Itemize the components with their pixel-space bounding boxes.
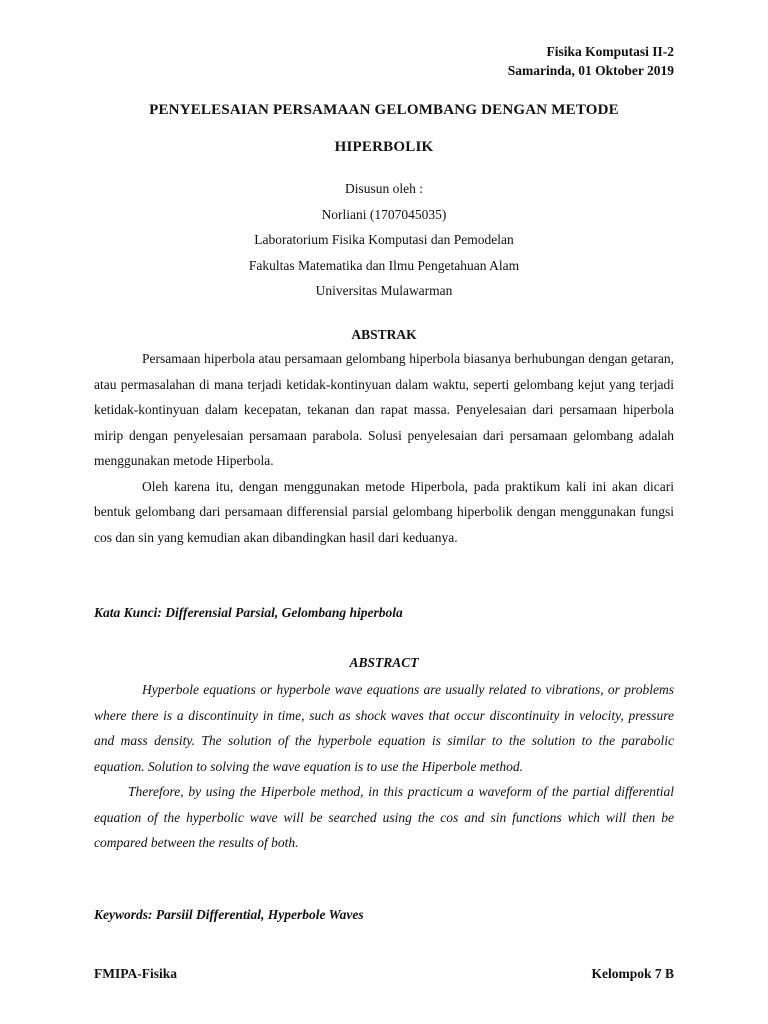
title-line-2: HIPERBOLIK (334, 139, 434, 155)
keywords: Keywords: Parsiil Differential, Hyperbole Waves (94, 907, 364, 922)
abstract-heading: ABSTRACT (349, 655, 419, 670)
document-title (94, 92, 674, 166)
author-block (94, 176, 674, 304)
faculty-name: Fakultas Matematika dan Ilmu Pengetahuan Alam (248, 257, 520, 273)
page-footer (94, 966, 674, 982)
footer-right: Kelompok 7 B (591, 966, 674, 981)
title-line-1: PENYELESAIAN PERSAMAAN GELOMBANG DENGAN METODE (149, 102, 619, 118)
compiled-by-label: Disusun oleh : (344, 181, 423, 196)
abstrak-heading: ABSTRAK (351, 327, 417, 342)
kata-kunci: Kata Kunci: Differensial Parsial, Gelombang hiperbola (94, 605, 403, 620)
laboratory-name: Laboratorium Fisika Komputasi dan Pemodelan (254, 232, 514, 247)
abstrak-paragraph-2: Oleh karena itu, dengan menggunakan metode Hiperbola, pada praktikum kali ini akan dicari bentuk gelombang dari persamaan differensial parsial gelombang hiperbolik dengan menggunakan fungsi cos dan sin yang kemudian akan dibandingkan hasil dari keduanya. (94, 478, 674, 545)
abstrak-body (94, 346, 674, 550)
page-header (508, 42, 674, 80)
abstract-body (94, 677, 674, 856)
abstrak-paragraph-1: Persamaan hiperbola atau persamaan gelombang hiperbola biasanya berhubungan dengan getaran, atau permasalahan di mana terjadi ketidak-kontinyuan dalam waktu, seperti gelombang kejut yang terjadi ketidak-kontinyuan dalam kecepatan, tekanan dan rapat massa. Penyelesaian dari persamaan hiperbola mirip dengan penyelesaian persamaan parabola. Solusi penyelesaian dari persamaan gelombang adalah menggunakan metode Hiperbola. (94, 351, 674, 468)
place-date: Samarinda, 01 Oktober 2019 (507, 63, 674, 78)
abstract-paragraph-1: Hyperbole equations or hyperbole wave equations are usually related to vibrations, or problems where there is a discontinuity in time, such as shock waves that occur discontinuity in velocity, pressure and mass density. The solution of the hyperbole equation is similar to the solution to the parabolic equation. Solution to solving the wave equation is to use the Hiperbole method. (94, 682, 674, 774)
author-name: Norliani (1707045035) (321, 206, 447, 222)
abstract-paragraph-2: Therefore, by using the Hiperbole method, in this practicum a waveform of the partial differential equation of the hyperbolic wave will be searched using the cos and sin functions which will then be compared between the results of both. (94, 784, 674, 850)
footer-left: FMIPA-Fisika (94, 966, 177, 981)
course-name: Fisika Komputasi II-2 (546, 44, 674, 59)
university-name: Universitas Mulawarman (315, 283, 453, 298)
